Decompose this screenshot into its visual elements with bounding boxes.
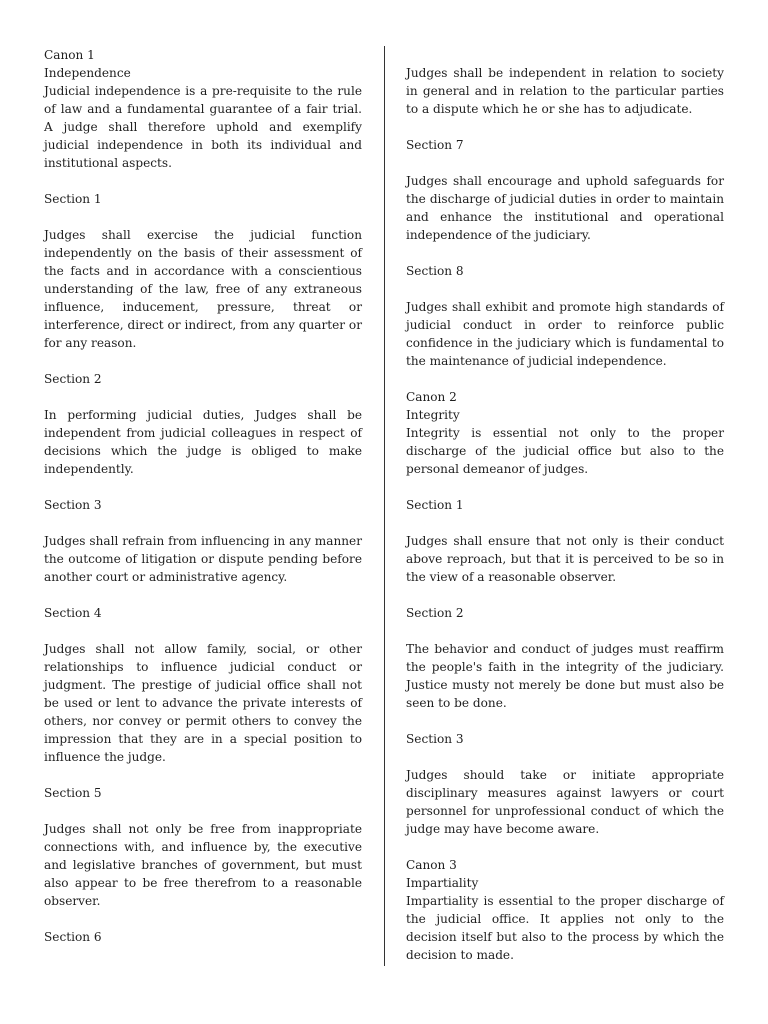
canon2-heading: Canon 2	[406, 390, 457, 404]
canon3-title: Impartiality	[406, 876, 479, 890]
c2-section3-heading: Section 3	[406, 732, 464, 746]
c1-section5-text: Judges shall not only be free from inappropriate connections with, and influence by, the executive and legislative branches of government, but must also appear to be free therefrom to a reasonable observer.	[44, 822, 362, 908]
left-column	[44, 46, 362, 946]
c1-section8-heading: Section 8	[406, 264, 464, 278]
c1-section1-heading: Section 1	[44, 192, 102, 206]
canon2-intro: Integrity is essential not only to the proper discharge of the judicial office but also to the personal demeanor of judges.	[406, 426, 724, 476]
c2-section1-heading: Section 1	[406, 498, 464, 512]
canon2-title: Integrity	[406, 408, 460, 422]
canon3-heading: Canon 3	[406, 858, 457, 872]
c2-section2-heading: Section 2	[406, 606, 464, 620]
c1-section6-text: Judges shall be independent in relation to society in general and in relation to the particular parties to a dispute which he or she has to adjudicate.	[406, 66, 724, 116]
canon3-intro: Impartiality is essential to the proper discharge of the judicial office. It applies not only to the decision itself but also to the process by which the decision to made.	[406, 894, 724, 962]
c2-section2-text: The behavior and conduct of judges must reaffirm the people's faith in the integrity of the judiciary. Justice musty not merely be done but must also be seen to be done.	[406, 642, 724, 710]
c1-section4-heading: Section 4	[44, 606, 102, 620]
c1-section2-heading: Section 2	[44, 372, 102, 386]
canon1-heading: Canon 1	[44, 48, 95, 62]
c1-section1-text: Judges shall exercise the judicial function independently on the basis of their assessment of the facts and in accordance with a conscientious understanding of the law, free of any extraneous influence, inducement, pressure, threat or interference, direct or indirect, from any quarter or for any reason.	[44, 228, 362, 350]
c1-section3-text: Judges shall refrain from influencing in any manner the outcome of litigation or dispute pending before another court or administrative agency.	[44, 534, 362, 584]
column-divider	[384, 46, 385, 966]
c1-section7-text: Judges shall encourage and uphold safeguards for the discharge of judicial duties in order to maintain and enhance the institutional and operational independence of the judiciary.	[406, 174, 724, 242]
c1-section5-heading: Section 5	[44, 786, 102, 800]
right-column	[406, 46, 724, 964]
c1-section7-heading: Section 7	[406, 138, 464, 152]
c1-section3-heading: Section 3	[44, 498, 102, 512]
c2-section1-text: Judges shall ensure that not only is their conduct above reproach, but that it is perceived to be so in the view of a reasonable observer.	[406, 534, 724, 584]
c1-section2-text: In performing judicial duties, Judges shall be independent from judicial colleagues in respect of decisions which the judge is obliged to make independently.	[44, 408, 362, 476]
c1-section6-heading: Section 6	[44, 930, 102, 944]
canon1-intro: Judicial independence is a pre-requisite to the rule of law and a fundamental guarantee of a fair trial. A judge shall therefore uphold and exemplify judicial independence in both its individual and institutional aspects.	[44, 84, 362, 170]
c1-section8-text: Judges shall exhibit and promote high standards of judicial conduct in order to reinforce public confidence in the judiciary which is fundamental to the maintenance of judicial independence.	[406, 300, 724, 368]
c2-section3-text: Judges should take or initiate appropriate disciplinary measures against lawyers or court personnel for unprofessional conduct of which the judge may have become aware.	[406, 768, 724, 836]
c1-section4-text: Judges shall not allow family, social, or other relationships to influence judicial conduct or judgment. The prestige of judicial office shall not be used or lent to advance the private interests of others, nor convey or permit others to convey the impression that they are in a special position to influence the judge.	[44, 642, 362, 764]
canon1-title: Independence	[44, 66, 131, 80]
